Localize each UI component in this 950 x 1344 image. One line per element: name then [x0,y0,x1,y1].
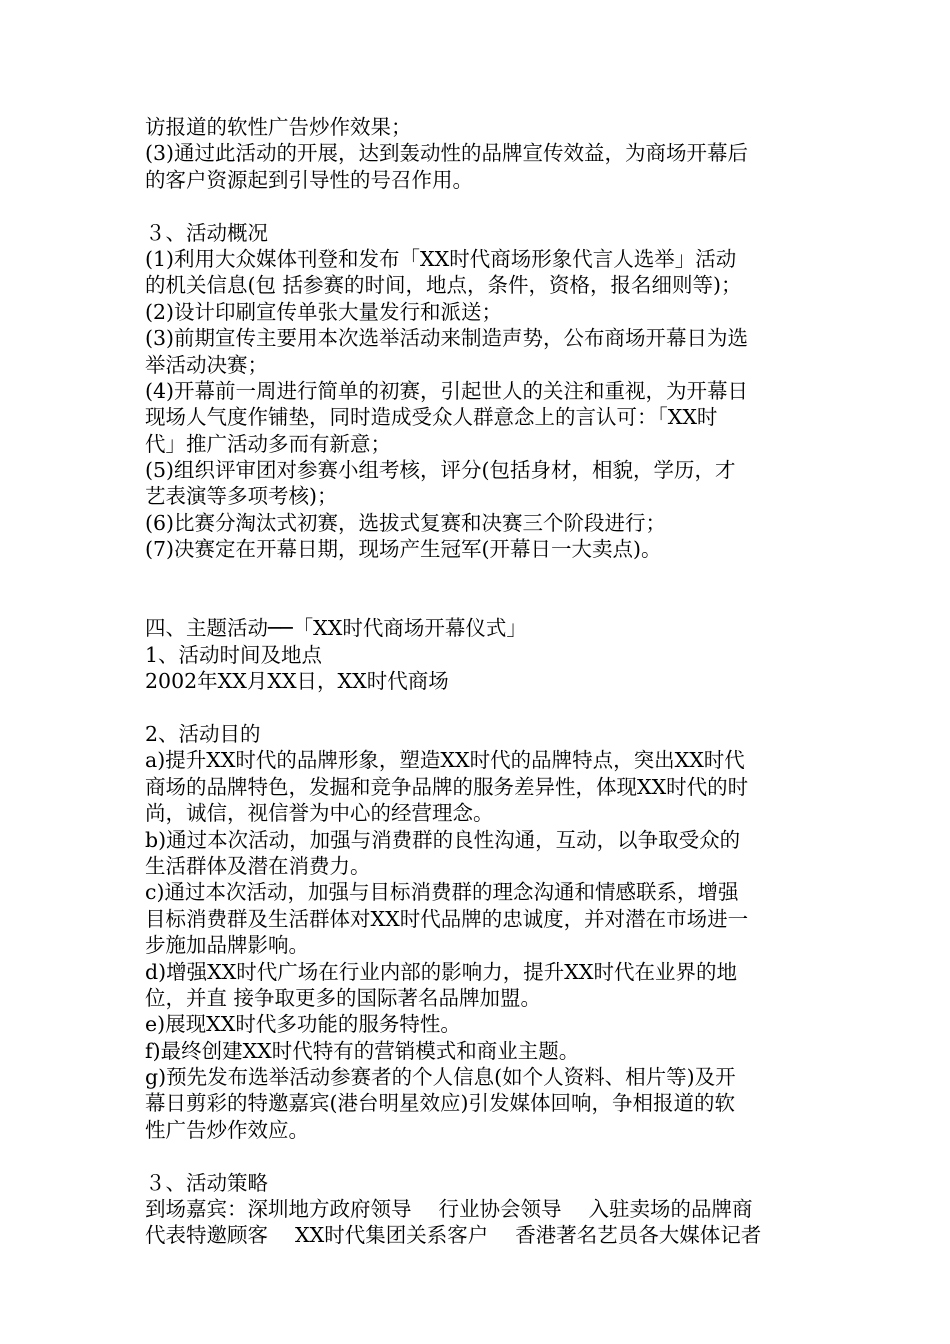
time-heading: 1、活动时间及地点 [145,642,323,667]
overview-line: (7)决赛定在开幕日期，现场产生冠军(开幕日一大卖点)。 [145,537,662,562]
overview-line: 现场人气度作铺垫，同时造成受众人群意念上的言认可：「XX时 [145,405,718,430]
overview-line: (6)比赛分淘汰式初赛，选拔式复赛和决赛三个阶段进行； [145,510,667,535]
goal-line: c)通过本次活动，加强与目标消费群的理念沟通和情感联系，增强 [145,880,739,905]
overview-line: 代」推广活动多而有新意； [145,431,391,456]
overview-heading: ３、活动概况 [145,220,268,245]
goal-line: f)最终创建XX时代特有的营销模式和商业主题。 [145,1038,580,1063]
goal-line: b)通过本次活动，加强与消费群的良性沟通，互动，以争取受众的 [145,827,741,852]
goal-heading: 2、活动目的 [145,722,261,746]
strategy-line: 到场嘉宾：深圳地方政府领导 行业协会领导 入驻卖场的品牌商 [145,1197,753,1222]
time-value: 2002年XX月XX日，XX时代商场 [145,669,449,694]
overview-line: 举活动决赛； [145,352,268,377]
overview-line: (3)前期宣传主要用本次选举活动来制造声势，公布商场开幕日为选 [145,326,749,351]
goal-line: 位，并直 接争取更多的国际著名品牌加盟。 [145,985,542,1010]
overview-line: (5)组织评审团对参赛小组考核，评分(包括身材，相貌，学历，才 [145,458,736,483]
overview-line: (4)开幕前一周进行简单的初赛，引起世人的关注和重视，为开幕日 [145,378,749,403]
overview-line: 艺表演等多项考核)； [145,484,338,509]
goal-line: 幕日剪彩的特邀嘉宾(港台明星效应)引发媒体回响，争相报道的软 [145,1091,735,1116]
overview-line: 的机关信息(包 括参赛的时间，地点，条件，资格，报名细则等)； [145,273,742,298]
goal-line: 生活群体及潜在消费力。 [145,853,371,878]
intro-line: 访报道的软性广告炒作效果； [145,115,412,139]
strategy-heading: ３、活动策略 [145,1170,268,1195]
blank-line [145,193,815,219]
goal-line: 尚，诚信，视信誉为中心的经营理念。 [145,801,494,826]
goal-line: g)预先发布选举活动参赛者的个人信息(如个人资料、相片等)及开 [145,1065,736,1090]
goal-line: e)展现XX时代多功能的服务特性。 [145,1012,461,1037]
goal-line: 性广告炒作效应。 [145,1117,309,1142]
blank-line [145,1143,815,1169]
overview-line: (1)利用大众媒体刊登和发布「XX时代商场形象代言人选举」活动 [145,246,737,271]
intro-line: (3)通过此活动的开展，达到轰动性的品牌宣传效益，为商场开幕后 [145,141,749,166]
blank-line [145,563,815,616]
goal-line: 目标消费群及生活群体对XX时代品牌的忠诚度，并对潜在市场进一 [145,906,749,931]
document-page [145,114,815,1249]
intro-line: 的客户资源起到引导性的号召作用。 [145,167,473,192]
overview-line: (2)设计印刷宣传单张大量发行和派送； [145,299,503,324]
section-heading: 四、主题活动──「XX时代商场开幕仪式」 [145,616,527,641]
goal-line: a)提升XX时代的品牌形象，塑造XX时代的品牌特点，突出XX时代 [145,748,745,773]
strategy-line: 代表特邀顾客 XX时代集团关系客户 香港著名艺员各大媒体记者 [145,1223,762,1248]
goal-line: d)增强XX时代广场在行业内部的影响力，提升XX时代在业界的地 [145,959,737,984]
goal-line: 步施加品牌影响。 [145,933,309,958]
blank-line [145,695,815,721]
goal-line: 商场的品牌特色，发掘和竞争品牌的服务差异性，体现XX时代的时 [145,774,749,799]
